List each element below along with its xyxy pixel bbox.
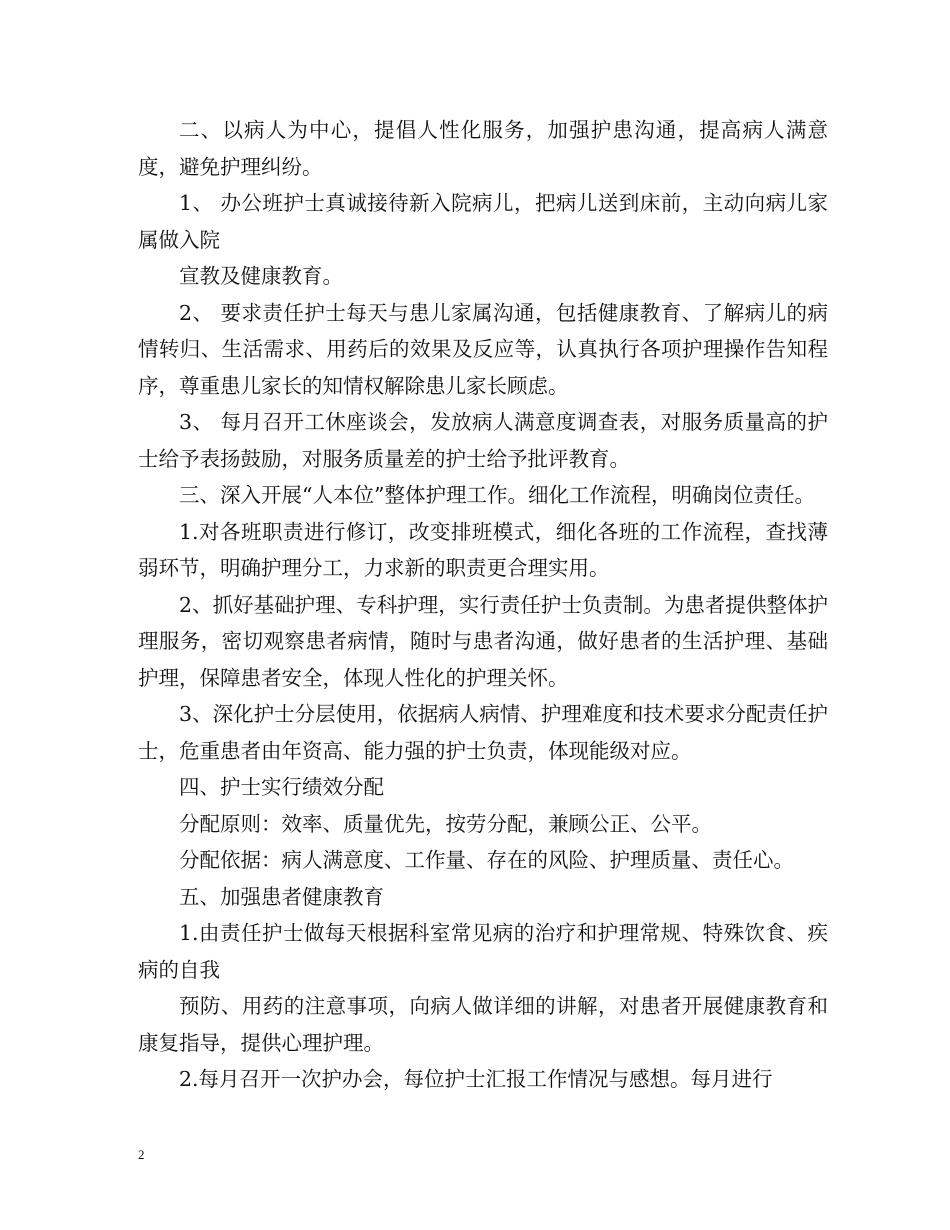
paragraph: 三、深入开展“人本位”整体护理工作。细化工作流程，明确岗位责任。 [179, 483, 815, 507]
paragraph: 2、抓好基础护理、专科护理，实行责任护士负责制。为患者提供整体护理服务，密切观察患者病情，随时与患者沟通，做好患者的生活护理、基础护理，保障患者安全，体现人性化的护理关怀。 [138, 592, 828, 690]
paragraph: 分配依据：病人满意度、工作量、存在的风险、护理质量、责任心。 [179, 848, 794, 872]
paragraph: 2.每月召开一次护办会，每位护士汇报工作情况与感想。每月进行 [179, 1067, 773, 1091]
paragraph: 1.由责任护士做每天根据科室常见病的治疗和护理常规、特殊饮食、疾病的自我 [138, 921, 828, 982]
paragraph: 四、护士实行绩效分配 [179, 775, 384, 799]
paragraph: 五、加强患者健康教育 [179, 884, 384, 909]
paragraph: 1.对各班职责进行修订，改变排班模式，细化各班的工作流程，查找薄弱环节，明确护理分工，力求新的职责更合理实用。 [138, 519, 828, 580]
paragraph: 3、 每月召开工休座谈会，发放病人满意度调查表，对服务质量高的护士给予表扬鼓励，对服务质量差的护士给予批评教育。 [138, 410, 828, 471]
paragraph: 2、 要求责任护士每天与患儿家属沟通，包括健康教育、了解病儿的病情转归、生活需求、用药后的效果及反应等，认真执行各项护理操作告知程序，尊重患儿家长的知情权解除患儿家长顾虑。 [138, 300, 828, 398]
paragraph: 1、 办公班护士真诚接待新入院病儿，把病儿送到床前，主动向病儿家属做入院 [138, 191, 828, 252]
paragraph: 宣教及健康教育。 [179, 264, 343, 288]
page-number: 2 [138, 1147, 145, 1162]
paragraph: 二、以病人为中心，提倡人性化服务，加强护患沟通，提高病人满意度，避免护理纠纷。 [138, 118, 828, 179]
paragraph: 分配原则：效率、质量优先，按劳分配，兼顾公正、公平。 [179, 811, 712, 836]
document-body [138, 112, 828, 1098]
paragraph: 预防、用药的注意事项，向病人做详细的讲解，对患者开展健康教育和康复指导，提供心理护理。 [138, 994, 828, 1055]
paragraph: 3、深化护士分层使用，依据病人病情、护理难度和技术要求分配责任护士，危重患者由年资高、能力强的护士负责，体现能级对应。 [138, 702, 828, 763]
